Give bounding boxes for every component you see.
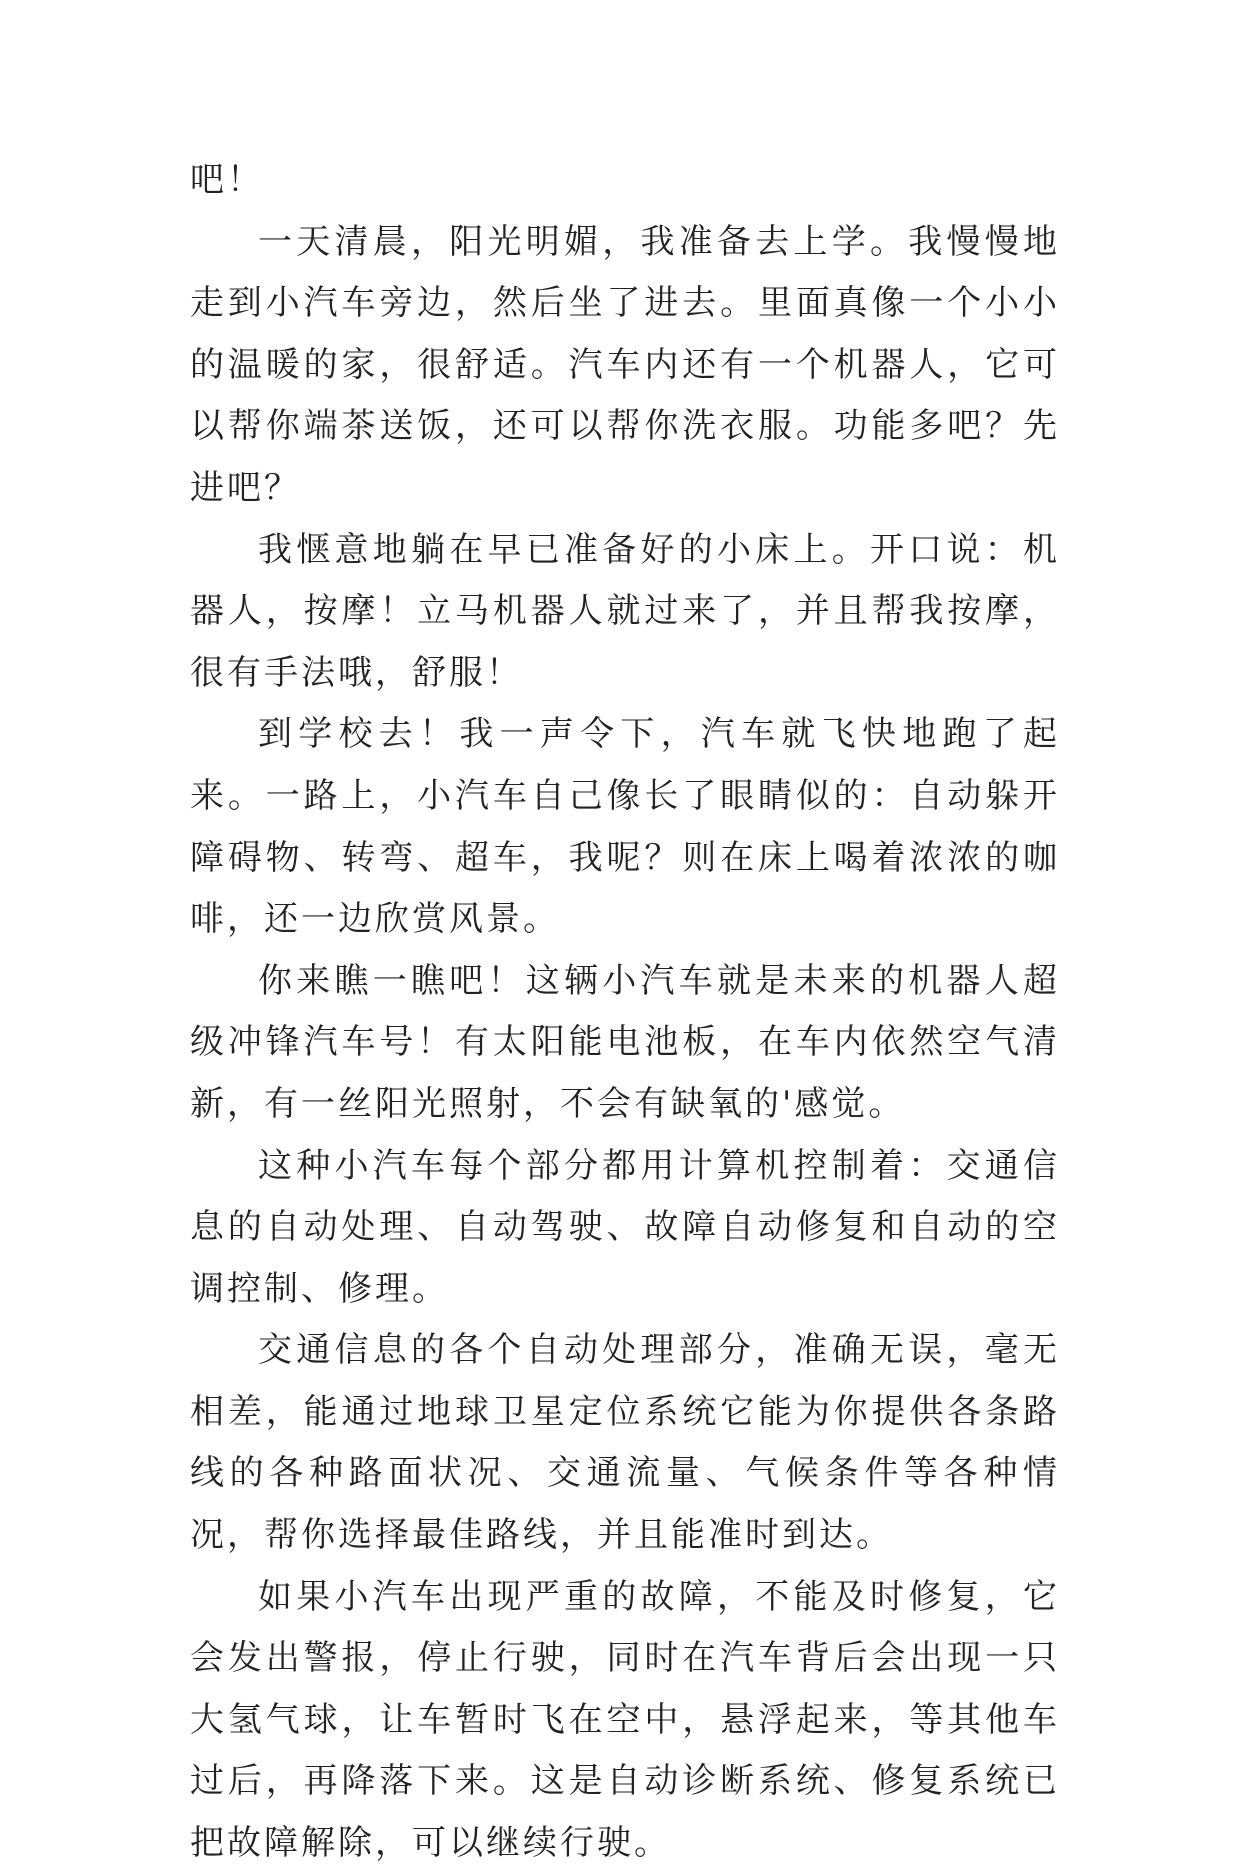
paragraph-continuation: 吧！ [190,160,264,200]
paragraph-massage: 我惬意地躺在早已准备好的小床上。开口说：机器人，按摩！立马机器人就过来了，并且帮我按摩，很有手法哦，舒服！ [190,529,1060,693]
paragraph-car-intro: 你来瞧一瞧吧！这辆小汽车就是未来的机器人超级冲锋汽车号！有太阳能电池板，在车内依然空气清新，有一丝阳光照射，不会有缺氧的'感觉。 [190,960,1060,1124]
paragraph-traffic-info: 交通信息的各个自动处理部分，准确无误，毫无相差，能通过地球卫星定位系统它能为你提供各条路线的各种路面状况、交通流量、气候条件等各种情况，帮你选择最佳路线，并且能准时到达。 [190,1330,1060,1556]
paragraph-morning: 一天清晨，阳光明媚，我准备去上学。我慢慢地走到小汽车旁边，然后坐了进去。里面真像一个小小的温暖的家，很舒适。汽车内还有一个机器人，它可以帮你端茶送饭，还可以帮你洗衣服。功能多吧？先进吧？ [190,221,1060,508]
document-body [190,150,1060,1875]
paragraph-computer-control: 这种小汽车每个部分都用计算机控制着：交通信息的自动处理、自动驾驶、故障自动修复和自动的空调控制、修理。 [190,1145,1060,1309]
paragraph-fault-handling: 如果小汽车出现严重的故障，不能及时修复，它会发出警报，停止行驶，同时在汽车背后会出现一只大氢气球，让车暂时飞在空中，悬浮起来，等其他车过后，再降落下来。这是自动诊断系统、修复系统已把故障解除，可以继续行驶。 [190,1576,1060,1864]
paragraph-to-school: 到学校去！我一声令下，汽车就飞快地跑了起来。一路上，小汽车自己像长了眼睛似的：自动躲开障碍物、转弯、超车，我呢？则在床上喝着浓浓的咖啡，还一边欣赏风景。 [190,714,1060,940]
